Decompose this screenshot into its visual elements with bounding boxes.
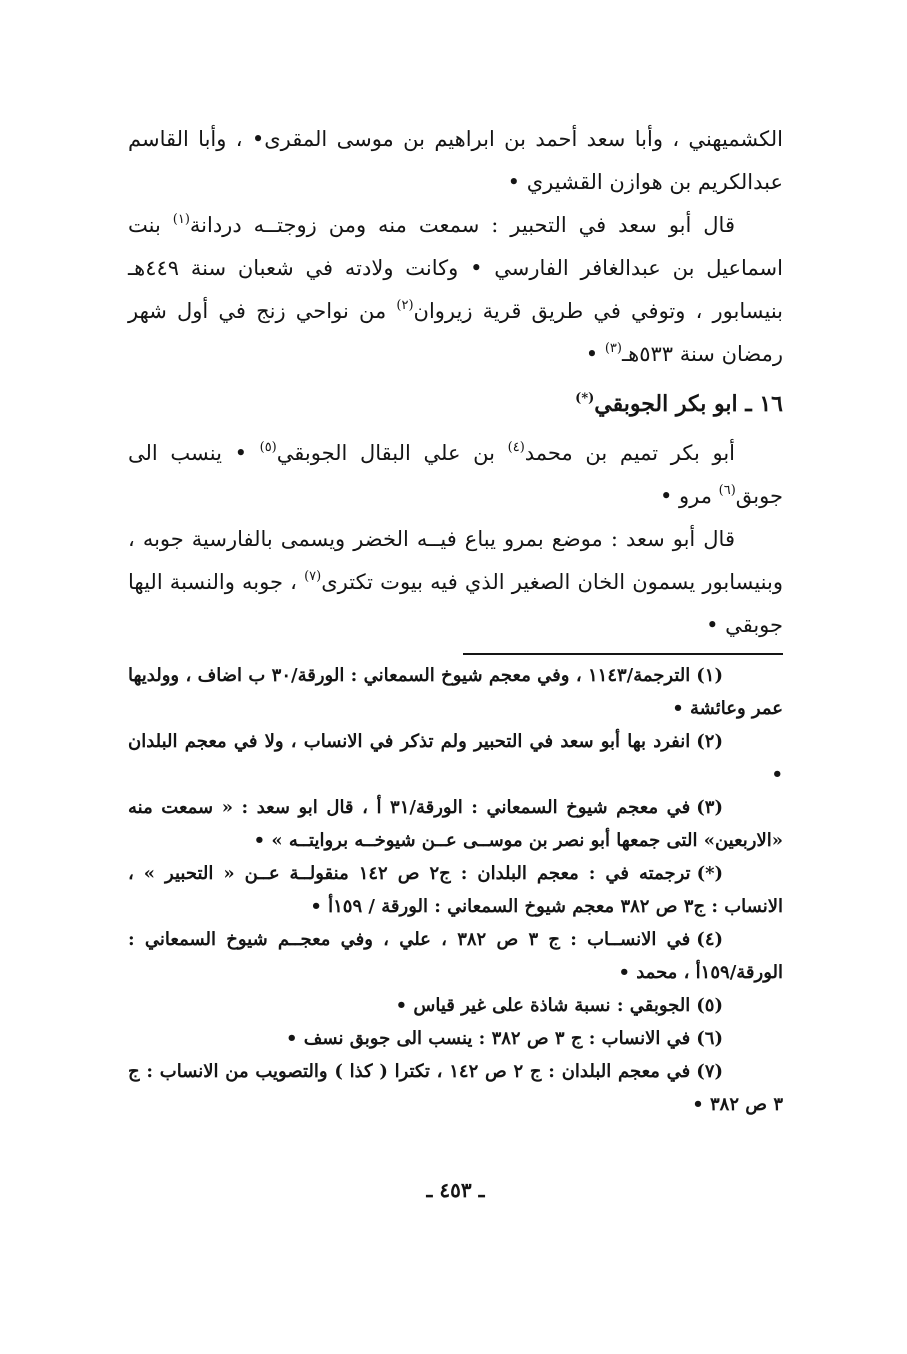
text-segment: ، جوبه والنسبة اليها جوبقي •	[128, 570, 783, 637]
footnote-text: الترجمة/١١٤٣ ، وفي معجم شيوخ السمعاني : الورقة/٣٠ ب اضاف ، وولديها عمر وعائشة •	[128, 665, 783, 719]
footnote-divider	[463, 653, 783, 655]
text-segment: الكشميهني ، وأبا سعد أحمد بن ابراهيم بن موسى المقرى• ، وأبا القاسم عبدالكريم بن هوازن القشيري •	[128, 127, 783, 194]
footnote-item	[128, 923, 783, 989]
paragraph-p3	[128, 432, 783, 518]
entry-heading	[128, 376, 783, 432]
footnote-marker: (١)	[696, 665, 723, 686]
footnote-ref: (٦)	[718, 483, 736, 498]
page-number: ـ ٤٥٣ ـ	[426, 1178, 485, 1202]
footnote-text: ترجمته في : معجم البلدان : ج٢ ص ١٤٢ منقولــة عــن « التحبير » ، الانساب : ج٣ ص ٣٨٢ معجم شيوخ السمعاني : الورقة / ١٥٩أ •	[128, 863, 783, 917]
footnote-marker: (٣)	[696, 797, 723, 818]
footnote-marker: (٥)	[696, 995, 723, 1016]
text-segment: بنت اسماعيل بن عبدالغافر الفارسي • وكانت ولادته في شعبان سنة ٤٤٩هـ بنيسابور ، وتوفي في طريق قرية زيروان	[128, 213, 783, 323]
footnote-marker: (٧)	[696, 1061, 724, 1082]
footnote-marker: (٤)	[696, 929, 724, 950]
footnote-ref: (٥)	[259, 440, 277, 455]
book-page	[128, 118, 783, 1208]
footnote-item	[128, 791, 783, 857]
entry-heading-footnote-ref: (*)	[575, 391, 595, 406]
footnote-text: في الانســاب : ج ٣ ص ٣٨٢ ، علي ، وفي معجــم شيوخ السمعاني : الورقة/١٥٩أ ، محمد •	[128, 929, 783, 983]
text-segment: قال أبو سعد : موضع بمرو يباع فيــه الخضر ويسمى بالفارسية جوبه ، وبنيسابور يسمون الخان الصغير الذي فيه بيوت تكترى	[128, 527, 783, 594]
footnote-item	[128, 1055, 783, 1121]
footnote-marker: (*)	[696, 863, 724, 884]
footnote-item	[128, 1022, 783, 1055]
paragraph-p1	[128, 118, 783, 204]
footnote-ref: (٤)	[507, 440, 525, 455]
text-segment: أبو بكر تميم بن محمد	[524, 441, 736, 465]
text-segment: من نواحي زنج في أول شهر رمضان سنة ٥٣٣هـ	[128, 299, 783, 366]
footnote-ref: (٢)	[396, 298, 414, 313]
footnote-ref: (١)	[172, 212, 190, 227]
footnote-text: في معجم البلدان : ج ٢ ص ١٤٢ ، تكترا ( كذا ) والتصويب من الانساب : ج ٣ ص ٣٨٢ •	[128, 1061, 783, 1115]
footnote-item	[128, 989, 783, 1022]
paragraph-p2	[128, 204, 783, 376]
footnote-text: الجوبقي : نسبة شاذة على غير قياس •	[395, 995, 691, 1016]
footnote-item	[128, 725, 783, 791]
footnote-marker: (٢)	[696, 731, 723, 752]
text-segment: قال أبو سعد في التحبير : سمعت منه ومن زوجتــه دردانة	[189, 213, 735, 237]
text-segment: بن علي البقال الجوبقي	[276, 441, 508, 465]
main-paragraphs-bottom	[128, 432, 783, 647]
paragraph-p4	[128, 518, 783, 647]
footnote-item	[128, 659, 783, 725]
footnote-marker: (٦)	[696, 1028, 723, 1049]
main-text	[128, 118, 783, 647]
footnote-ref: (٣)	[604, 341, 622, 356]
footnotes-section	[128, 659, 783, 1121]
entry-heading-text: ١٦ ـ ابو بكر الجوبقي	[594, 391, 783, 417]
text-segment: • ينسب الى جوبق	[128, 441, 783, 508]
footnote-item	[128, 857, 783, 923]
footnote-ref: (٧)	[304, 569, 322, 584]
text-segment: مرو •	[659, 484, 719, 508]
text-segment: •	[585, 342, 605, 366]
footnote-text: انفرد بها أبو سعد في التحبير ولم تذكر في الانساب ، ولا في معجم البلدان •	[128, 731, 783, 785]
footnote-text: في الانساب : ج ٣ ص ٣٨٢ : ينسب الى جوبق نسف •	[286, 1028, 691, 1049]
footnote-text: في معجم شيوخ السمعاني : الورقة/٣١ أ ، قال ابو سعد : « سمعت منه «الاربعين» التى جمعها أبو نصر بن موســى عــن شيوخــه بروايتــه » •	[128, 797, 783, 851]
main-paragraphs-top	[128, 118, 783, 376]
